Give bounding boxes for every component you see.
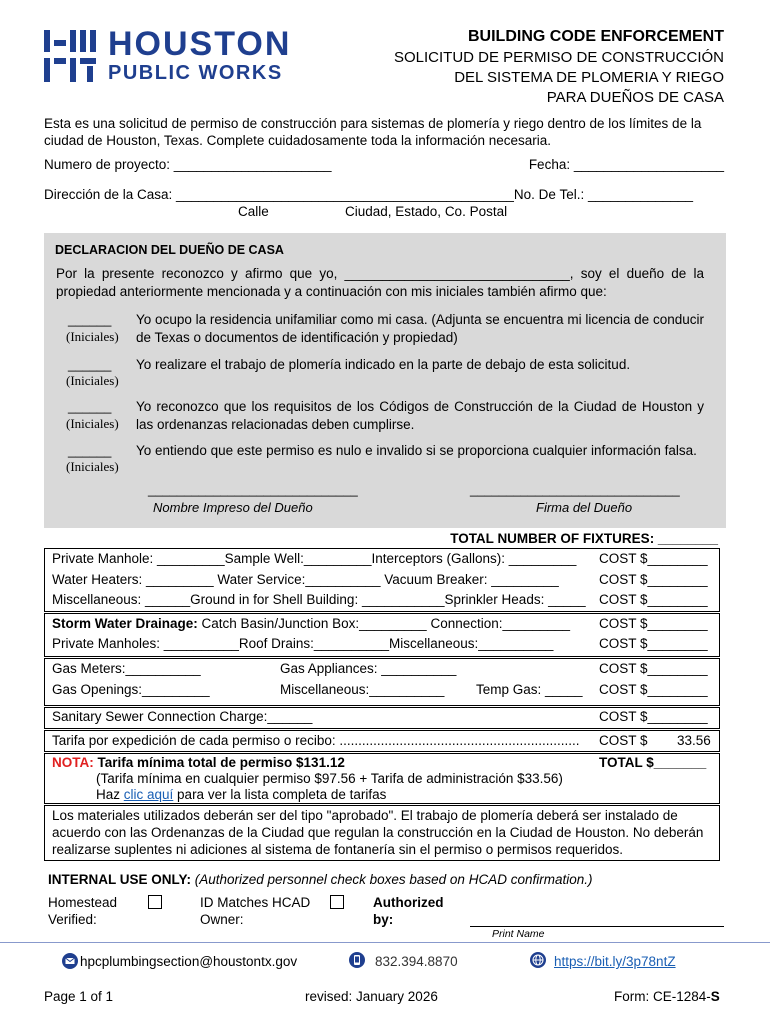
address-field[interactable]: Dirección de la Casa: _____________________________________________No. De Tel.: ______________ [44, 187, 694, 202]
cost-field[interactable]: COST $________ [599, 709, 708, 724]
header-sub2: DEL SISTEMA DE PLOMERIA Y RIEGO [454, 69, 724, 86]
logo-public-works: PUBLIC WORKS [108, 62, 283, 84]
footer-email[interactable]: hpcplumbingsection@houstontx.gov [80, 954, 298, 969]
street-label: Calle [238, 204, 269, 219]
owner-declaration-text: Por la presente reconozco y afirmo que yo, ______________________________, soy el dueño de la propiedad anteriormente mencionada y a continuación con mis iniciales también afirmo que: [56, 266, 704, 299]
materials-text: Los materiales utilizados deberán ser del tipo "aprobado". El trabajo de plomería deberá ser instalado de acuerdo con las Ordenanzas de la Ciudad que regulan la construcción en la Ciudad de Houston. No deberán realizarse suplentes ni adiciones al sistema de fontanería sin el permiso o permisos requeridos. [52, 808, 704, 857]
gas-appliances: Gas Appliances: __________ [280, 661, 457, 676]
homestead-label-1: Homestead [48, 895, 118, 910]
cost-field[interactable]: COST $________ [599, 592, 708, 607]
fee-list-link[interactable]: clic aquí [123, 787, 174, 802]
cost-field[interactable]: COST $________ [599, 572, 708, 587]
footer-url[interactable]: https://bit.ly/3p78ntZ [554, 954, 676, 969]
total-fixtures: TOTAL NUMBER OF FIXTURES: ________ [450, 531, 718, 546]
total-field[interactable]: TOTAL $_______ [599, 755, 707, 770]
header-sub3: PARA DUEÑOS DE CASA [546, 89, 724, 106]
signature-line[interactable]: _____________________________ [470, 482, 680, 497]
print-name-line[interactable]: _____________________________ [148, 482, 358, 497]
email-icon [62, 953, 78, 969]
footer-phone[interactable]: 832.394.8870 [375, 954, 458, 969]
gas-meters: Gas Meters:__________ [52, 661, 201, 676]
tarifa-cost-label: COST $ [599, 733, 648, 748]
haz-rest: para ver la lista completa de tarifas [173, 787, 387, 802]
initials-input[interactable]: ______ [68, 443, 112, 458]
cost-field[interactable]: COST $________ [599, 551, 708, 566]
internal-note: (Authorized personnel check boxes based on HCAD confirmation.) [191, 872, 593, 887]
owner-item-1: Yo ocupo la residencia unifamiliar como mi casa. (Adjunta se encuentra mi licencia de conducir de Texas o documentos de identificación y propiedad) [136, 312, 704, 345]
temp-gas: Temp Gas: _____ [476, 682, 583, 697]
nota-text: Tarifa mínima total de permiso $131.12 [93, 755, 345, 770]
fixtures-row-2: Water Heaters: _________ Water Service:__________ Vacuum Breaker: _________ [52, 572, 559, 587]
page-number: Page 1 of 1 [44, 989, 114, 1004]
gas-misc: Miscellaneous:__________ [280, 682, 445, 697]
city-label: Ciudad, Estado, Co. Postal [345, 204, 508, 219]
initials-input[interactable]: ______ [68, 399, 112, 414]
print-name-caption: Print Name [492, 928, 545, 940]
initials-input[interactable]: ______ [68, 357, 112, 372]
hcad-checkbox[interactable] [330, 895, 344, 909]
authorized-label [373, 894, 444, 928]
hcad-label-2: Owner: [200, 912, 244, 927]
tarifa-text: Tarifa por expedición de cada permiso o recibo: ................................................................ [52, 733, 580, 748]
cost-field[interactable]: COST $________ [599, 616, 708, 631]
header-sub1: SOLICITUD DE PERMISO DE CONSTRUCCIÓN [393, 49, 724, 66]
hcad-label [200, 894, 310, 928]
storm-row-2: Private Manholes: __________Roof Drains:__________Miscellaneous:__________ [52, 636, 554, 651]
cost-field[interactable]: COST $________ [599, 682, 708, 697]
form-id [614, 989, 720, 1004]
homestead-label [48, 894, 117, 928]
fee-list-line [96, 787, 386, 802]
sewer-charge: Sanitary Sewer Connection Charge:______ [52, 709, 313, 724]
storm-label: Storm Water Drainage: [52, 616, 198, 631]
tarifa-amount: 33.56 [677, 733, 711, 748]
form-id-text: Form: CE-1284- [614, 989, 711, 1004]
form-id-suffix: S [710, 989, 720, 1004]
logo-houston: HOUSTON [108, 25, 292, 63]
revised-date: revised: January 2026 [305, 989, 438, 1004]
houston-logo-icon [44, 28, 96, 84]
fixtures-row-3: Miscellaneous: ______Ground in for Shell Building: ___________Sprinkler Heads: _____ [52, 592, 586, 607]
gas-openings: Gas Openings:_________ [52, 682, 210, 697]
date-field[interactable]: Fecha: ____________________ [528, 157, 724, 172]
storm-row-1-text: Catch Basin/Junction Box:_________ Connection:_________ [197, 616, 571, 631]
nota-label: NOTA: [52, 755, 94, 770]
cost-field[interactable]: COST $________ [599, 661, 708, 676]
intro-text: Esta es una solicitud de permiso de construcción para sistemas de plomería y riego dentro de los límites de la ciudad de Houston, Texas. Complete cuidadosamente toda la información necesaria. [44, 116, 702, 148]
initials-label: (Iniciales) [66, 373, 119, 388]
initials-input[interactable]: ______ [68, 312, 112, 327]
nota-line [52, 755, 345, 770]
cost-field[interactable]: COST $________ [599, 636, 708, 651]
hcad-label-1: ID Matches HCAD [200, 895, 311, 910]
homestead-checkbox[interactable] [148, 895, 162, 909]
owner-declaration-title: DECLARACION DEL DUEÑO DE CASA [55, 243, 284, 257]
haz-text: Haz [96, 787, 124, 802]
phone-icon [349, 952, 365, 968]
initials-label: (Iniciales) [66, 416, 119, 431]
initials-label: (Iniciales) [66, 329, 119, 344]
owner-item-3: Yo reconozco que los requisitos de los Códigos de Construcción de la Ciudad de Houston y las ordenanzas relacionadas deben cumplirse. [136, 399, 704, 432]
print-name-field[interactable] [470, 926, 724, 927]
authorized-label-2: by: [373, 912, 394, 927]
print-name-label: Nombre Impreso del Dueño [153, 500, 313, 515]
internal-label: INTERNAL USE ONLY: [48, 872, 192, 887]
internal-use-line [48, 872, 592, 887]
owner-item-4: Yo entiendo que este permiso es nulo e invalido si se proporciona cualquier información falsa. [136, 443, 697, 458]
signature-label: Firma del Dueño [536, 500, 633, 515]
authorized-label-1: Authorized [373, 895, 444, 910]
nota-subtext: (Tarifa mínima en cualquier permiso $97.56 + Tarifa de administración $33.56) [96, 771, 563, 786]
globe-icon [530, 952, 546, 968]
homestead-label-2: Verified: [48, 912, 97, 927]
header-subtitle [394, 48, 724, 108]
owner-item-2: Yo realizare el trabajo de plomería indicado en la parte de debajo de esta solicitud. [136, 357, 631, 372]
footer-divider [0, 942, 770, 943]
initials-label: (Iniciales) [66, 459, 119, 474]
header-title: BUILDING CODE ENFORCEMENT [468, 28, 724, 45]
storm-row-1 [52, 616, 570, 631]
project-number-field[interactable]: Numero de proyecto: _____________________ [44, 157, 332, 172]
fixtures-row-1: Private Manhole: _________Sample Well:_________Interceptors (Gallons): _________ [52, 551, 577, 566]
